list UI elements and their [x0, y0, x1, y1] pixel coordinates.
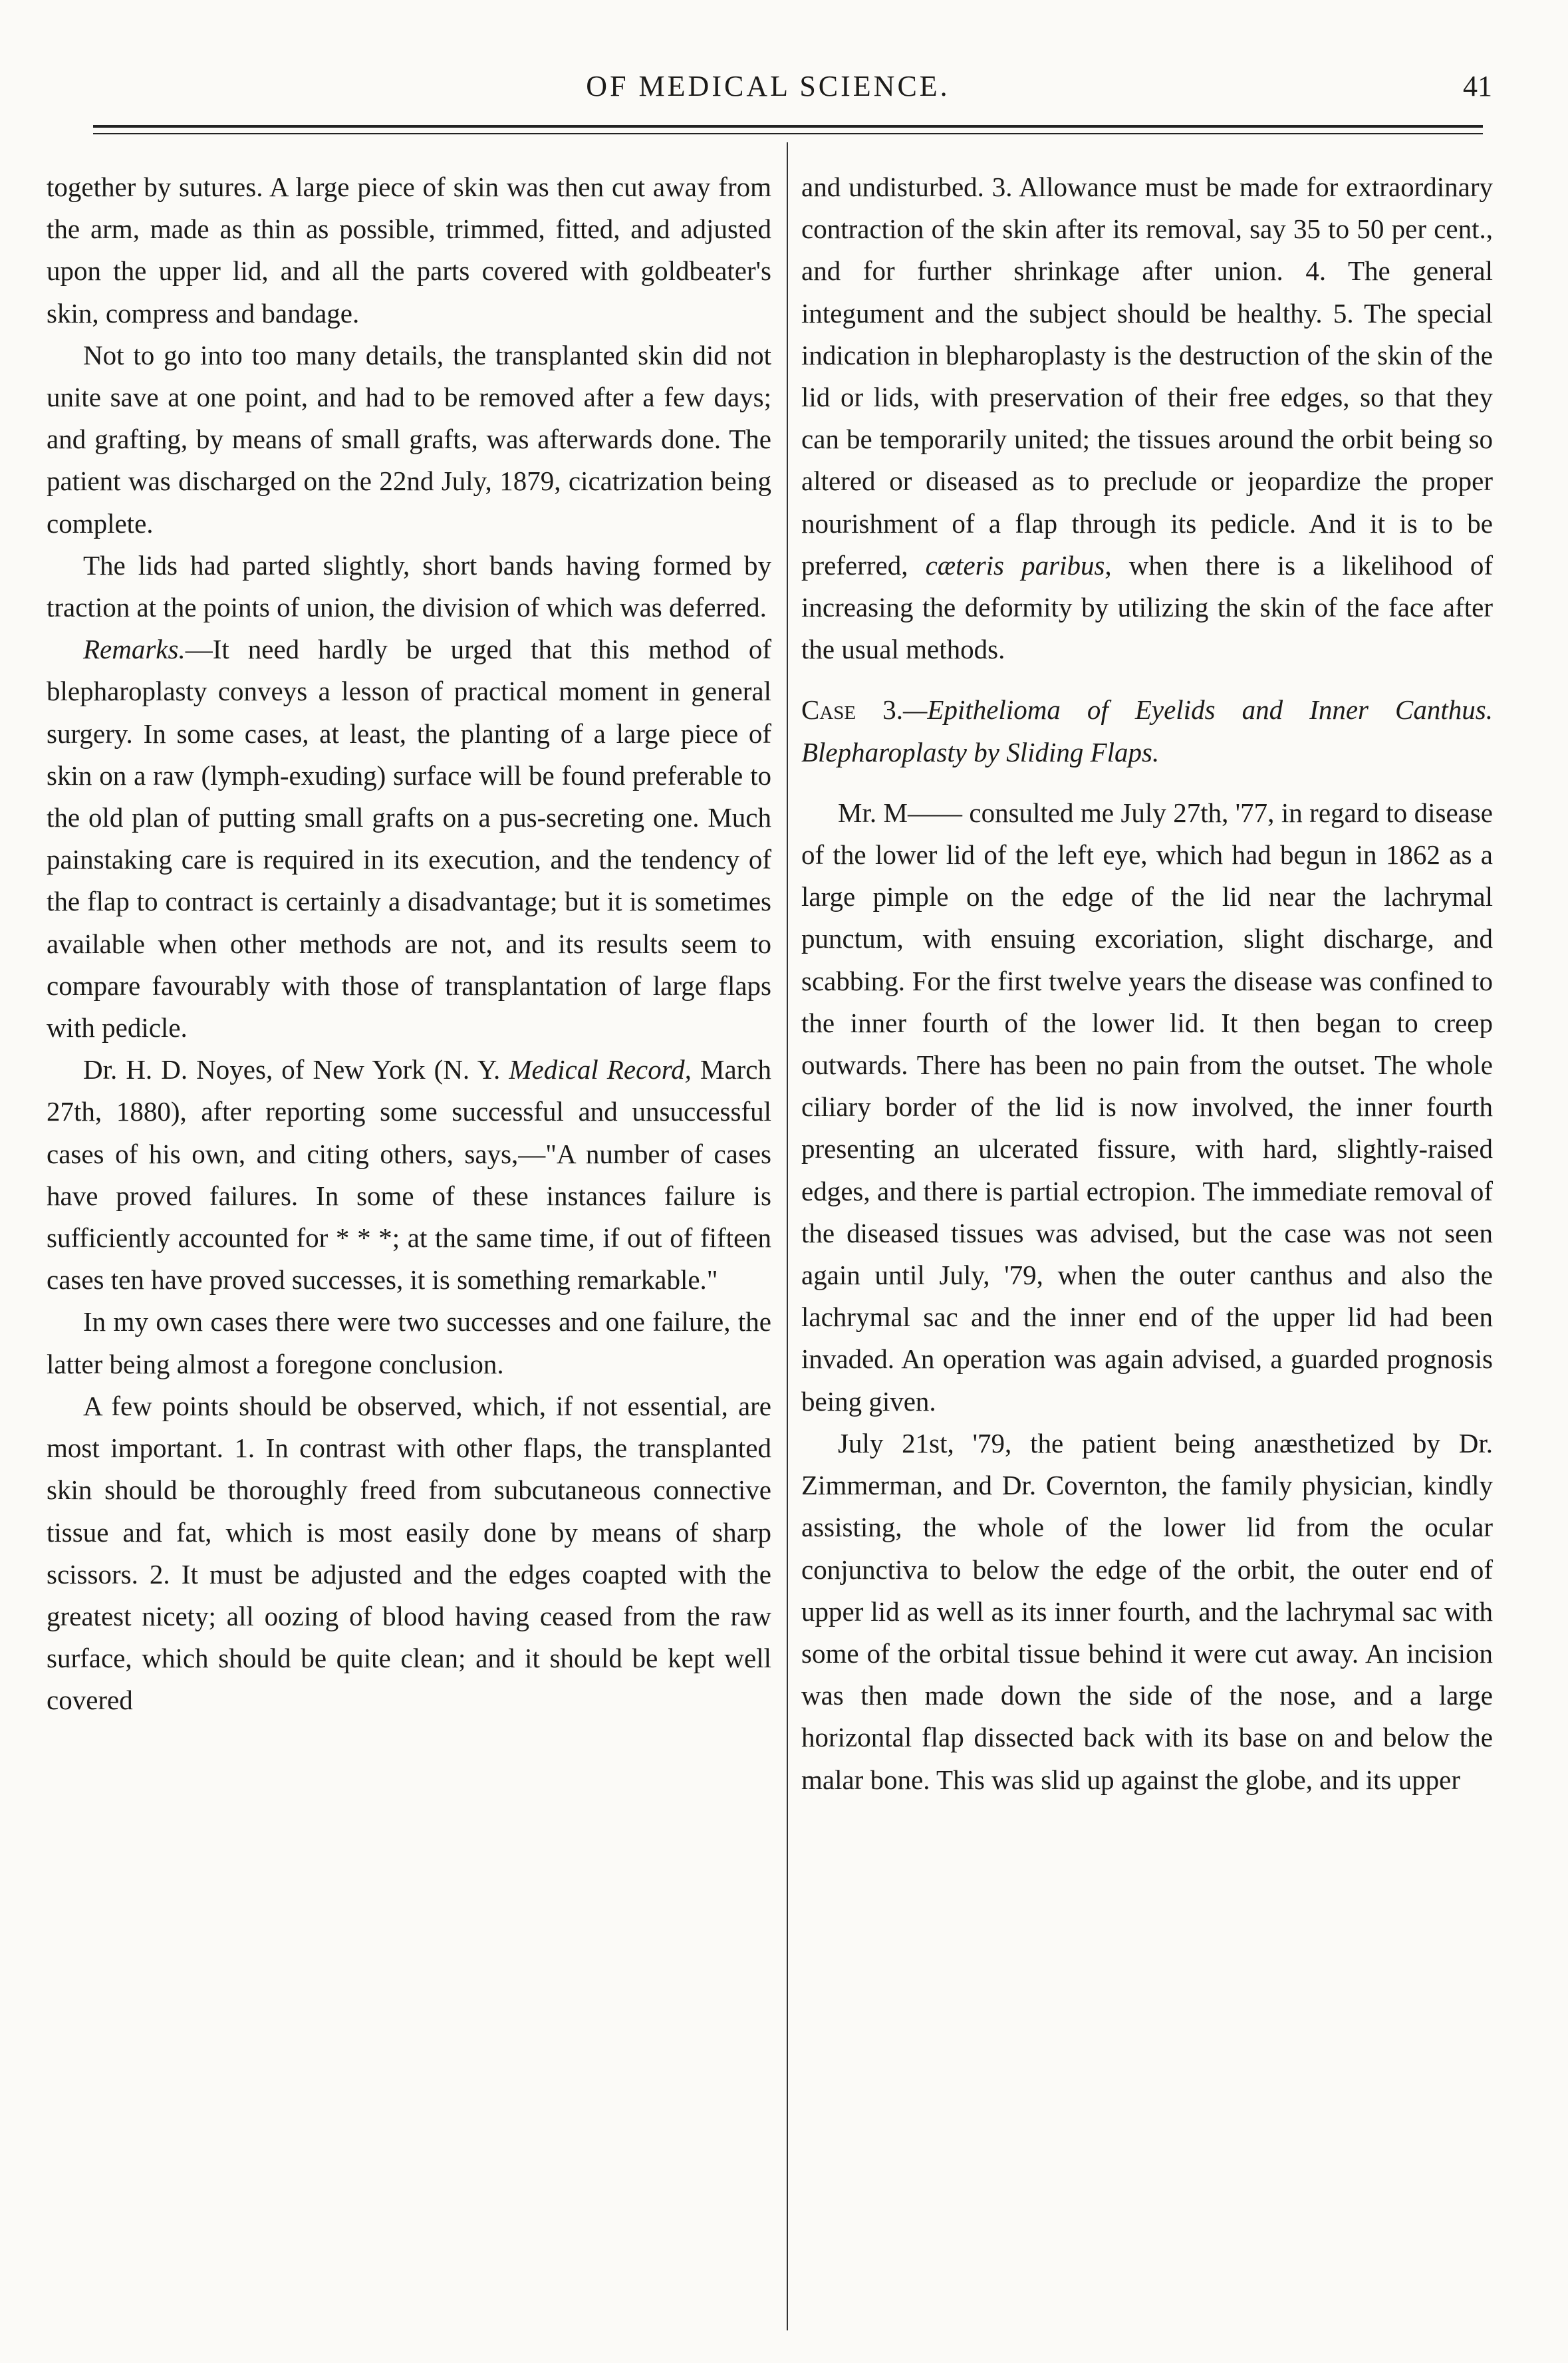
remarks-label: Remarks.	[83, 634, 186, 665]
page-number: 41	[1463, 70, 1492, 102]
header-rule-thick	[93, 125, 1483, 128]
paragraph: The lids had parted slightly, short bands having formed by traction at the points of union, the division of which was deferred.	[47, 549, 771, 623]
paragraph: In my own cases there were two successes and one failure, the latter being almost a foregone conclusion.	[47, 1306, 771, 1379]
paragraph: A few points should be observed, which, if not essential, are most important. 1. In contrast with other flaps, the transplanted skin should be thoroughly freed from subcutaneous connective tissue and fat, which is most easily done by means of sharp scissors. 2. It must be adjusted and the edges coapted with the greatest nicety; all oozing of blood having ceased from the raw surface, which should be quite clean; and it should be kept well covered	[47, 1390, 771, 1716]
right-column	[801, 166, 1493, 1801]
paragraph: Mr. M—— consulted me July 27th, '77, in regard to disease of the lower lid of the left eye, which had begun in 1862 as a large pimple on the edge of the lid near the lachrymal punctum, with ensuing excoriation, slight discharge, and scabbing. For the first twelve years the disease was confined to the inner fourth of the lower lid. It then began to creep outwards. There has been no pain from the outset. The whole ciliary border of the lid is now involved, the inner fourth presenting an ulcerated fissure, with hard, slightly-raised edges, and there is partial ectropion. The immediate removal of the diseased tissues was advised, but the case was not seen again until July, '79, when the outer canthus and also the lachrymal sac and the inner end of the upper lid had been invaded. An operation was again advised, a guarded prognosis being given.	[801, 797, 1493, 1417]
journal-title: Medical Record,	[509, 1054, 692, 1085]
paragraph: together by sutures. A large piece of skin was then cut away from the arm, made as thin as possible, trimmed, fitted, and adjusted upon the upper lid, and all the parts covered with goldbeater's skin, compress and bandage.	[47, 172, 771, 329]
paragraph-continued	[801, 166, 1493, 670]
case-title: —Epithelioma of Eyelids and Inner Canthus. Blepharoplasty by Sliding Flaps.	[801, 694, 1493, 767]
paragraph: July 21st, '79, the patient being anæsthetized by Dr. Zimmerman, and Dr. Covernton, the family physician, kindly assisting, the whole of the lower lid from the ocular conjunctiva to below the edge of the orbit, the outer end of upper lid as well as its inner fourth, and the lachrymal sac with some of the orbital tissue behind it were cut away. An incision was then made down the side of the nose, and a large horizontal flap dissected back with its base on and below the malar bone. This was slid up against the globe, and its upper	[801, 1427, 1493, 1795]
column-divider	[787, 142, 788, 2330]
paragraph-remarks	[47, 628, 771, 1049]
noyes-text-a: Dr. H. D. Noyes, of New York (N. Y.	[83, 1054, 509, 1085]
case-heading	[801, 689, 1493, 773]
latin-phrase: cæteris paribus,	[925, 549, 1112, 581]
paragraph-noyes	[47, 1049, 771, 1301]
continued-text-b: when there is a likelihood of increasing the deformity by utilizing the skin of the face after the usual methods.	[801, 549, 1493, 665]
header-rule-thin	[93, 133, 1483, 134]
noyes-text-b: March 27th, 1880), after reporting some successful and unsuccessful cases of his own, and citing others, says,—"A number of cases have proved failures. In some of these instances failure is sufficiently accounted for * * *; at the same time, if out of fifteen cases ten have proved successes, it is something remarkable."	[47, 1054, 771, 1296]
case-number: Case 3.	[801, 694, 903, 726]
page-header	[40, 69, 1496, 109]
running-title: OF MEDICAL SCIENCE.	[586, 70, 950, 102]
paragraph: Not to go into too many details, the transplanted skin did not unite save at one point, and had to be removed after a few days; and grafting, by means of small grafts, was afterwards done. The patient was discharged on the 22nd July, 1879, cicatrization being complete.	[47, 339, 771, 539]
remarks-text: —It need hardly be urged that this method of blepharoplasty conveys a lesson of practical moment in general surgery. In some cases, at least, the planting of a large piece of skin on a raw (lymph-exuding) surface will be found preferable to the old plan of putting small grafts on a pus-secreting one. Much painstaking care is required in its execution, and the tendency of the flap to contract is certainly a disadvantage; but it is sometimes available when other methods are not, and its results seem to compare favourably with those of transplantation of large flaps with pedicle.	[47, 634, 771, 1043]
continued-text-a: and undisturbed. 3. Allowance must be made for extraordinary contraction of the skin after its removal, say 35 to 50 per cent., and for further shrinkage after union. 4. The general integument and the subject should be healthy. 5. The special indication in blepharoplasty is the destruction of the skin of the lid or lids, with preservation of their free edges, so that they can be temporarily united; the tissues around the orbit being so altered or diseased as to preclude or jeopardize the proper nourishment of a flap through its pedicle. And it is to be preferred,	[801, 172, 1493, 581]
left-column	[47, 166, 771, 1722]
